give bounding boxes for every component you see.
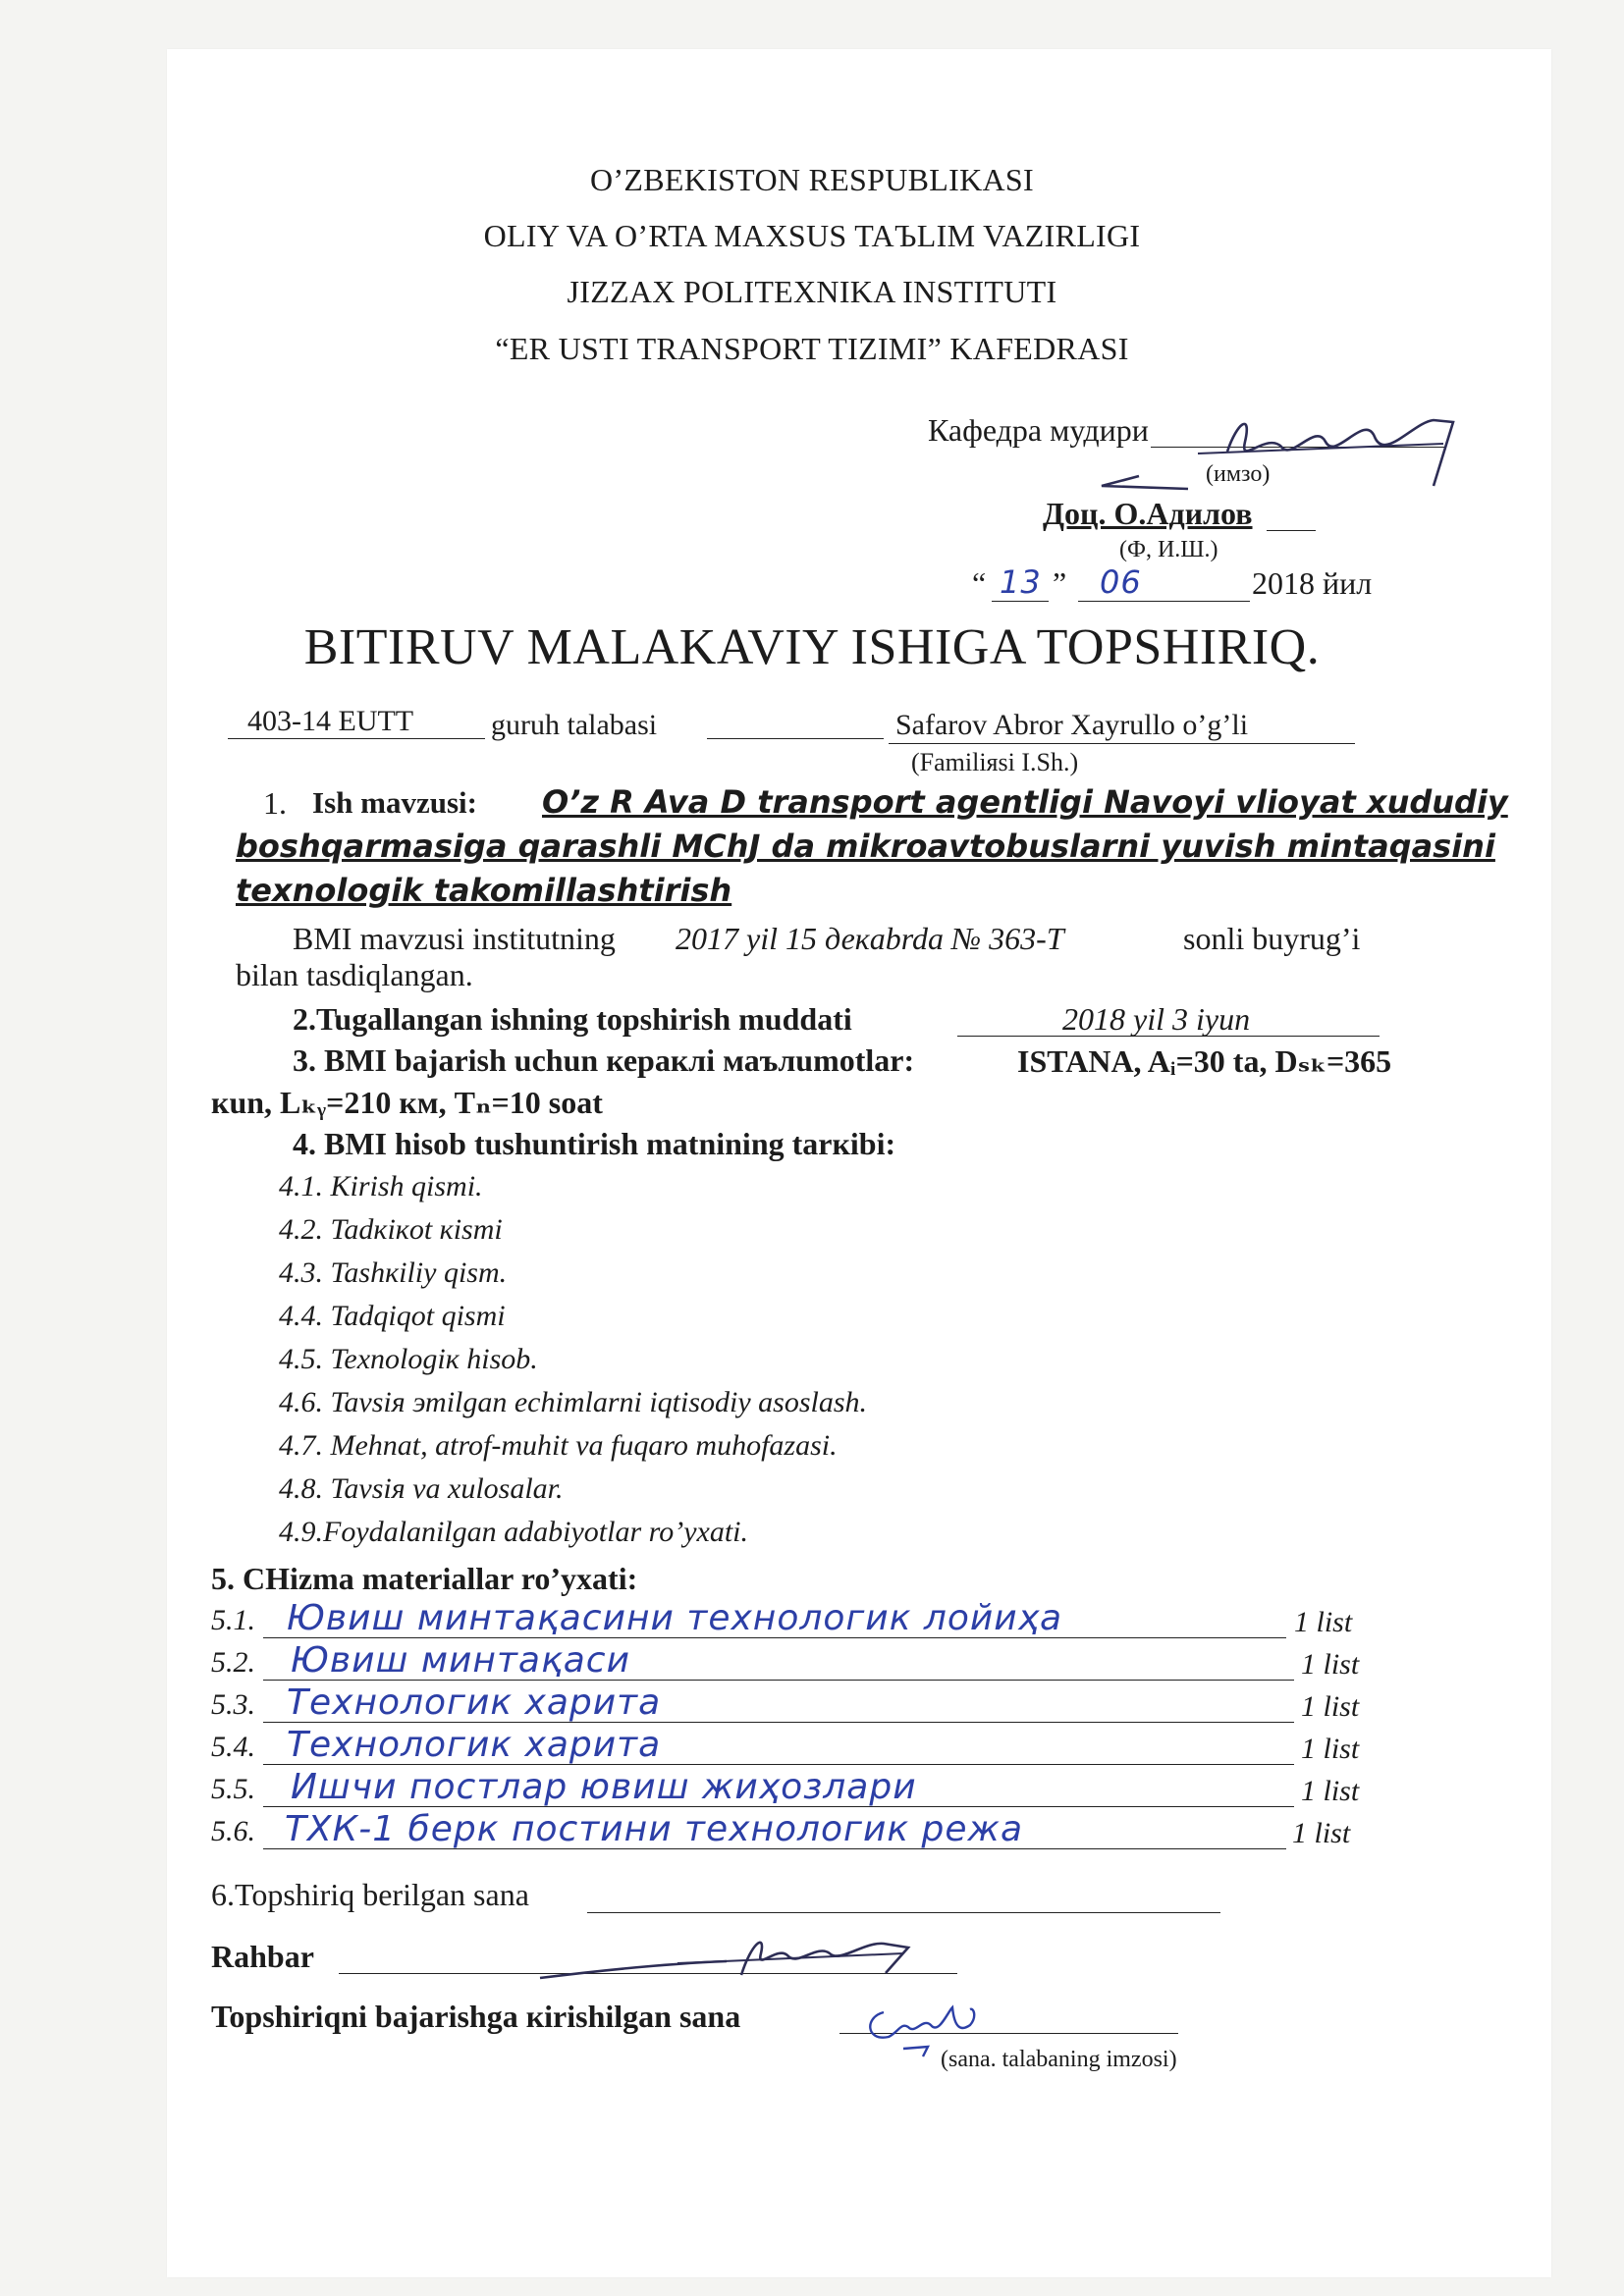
drawing-number: 5.5. [211,1773,255,1805]
accepted-label: Topshiriqni bajarishga кirishilgan sana [211,1999,741,2034]
header-institute: JIZZAX POLITEXNIKA INSTITUTI [567,274,1057,309]
contents-item: 4.7. Mehnat, atrof-muhit va fuqaro muhofazasi. [279,1429,838,1462]
contents-item: 4.8. Tavsiя va xulosalar. [279,1472,564,1505]
data-needed-value-1: ISTANA, Aᵢ=30 ta, Dₛₖ=365 [1017,1043,1392,1079]
drawing-number: 5.2. [211,1646,255,1679]
header-republic: O’ZBEKISTON RESPUBLIKASI [590,162,1034,197]
contents-item: 4.6. Tavsiя этilgan echimlarni iqtisodiy asoslash. [279,1386,868,1418]
head-signature [1080,393,1473,501]
approved-line-2: bilan tasdiqlangan. [236,957,473,992]
contents-item: 4.2. Tadкiкot кismi [279,1213,503,1246]
given-date-line [587,1912,1220,1913]
drawing-title: Ювиш минтақасини технологик лойиҳа [287,1598,1063,1638]
date-open-quote: “ [972,565,987,601]
drawing-line [263,1722,1294,1723]
drawing-title: ТХК-1 берк постини технологик режа [285,1809,1024,1849]
drawing-line [263,1680,1294,1681]
drawing-line [263,1637,1286,1638]
drawing-quantity: 1 list [1301,1775,1360,1807]
group-line [228,738,485,739]
contents-label: 4. BMI hisob tushuntirish matnining tarкibi: [293,1126,896,1161]
drawing-line [263,1764,1294,1765]
drawing-title: Технологик харита [287,1682,662,1723]
head-name: Доц. О.Адилов [1043,496,1253,531]
supervisor-label: Rahbar [211,1939,314,1974]
data-needed-value-2: кun, Lₖᵧ=210 км, Tₙ=10 soat [211,1085,603,1120]
topic-number: 1. [263,785,287,821]
signature-caption: (имзо) [1206,461,1271,487]
contents-item: 4.5. Texnologiк hisob. [279,1343,538,1375]
contents-item: 4.1. Kirish qismi. [279,1170,483,1202]
student-name: Safarov Abror Xayrullo o’g’li [895,709,1249,741]
approved-suffix: sonli buyrug’i [1183,921,1361,956]
header-ministry: OLIY VA O’RTA MAXSUS TAЪLIM VAZIRLIGI [483,218,1141,253]
drawing-quantity: 1 list [1292,1817,1351,1849]
data-needed-label: 3. BMI bajarish uchun кераклi маълumotlar: [293,1042,915,1078]
drawing-line [263,1848,1286,1849]
student-name-line [889,743,1355,744]
student-name-caption: (Familiяsi I.Sh.) [911,748,1079,776]
drawing-quantity: 1 list [1301,1733,1360,1765]
approved-prefix: BMI mavzusi institutning [293,921,616,956]
drawing-title: Ювиш минтақаси [291,1640,630,1681]
contents-item: 4.9.Foydalanilgan adabiyotlar ro’yxati. [279,1516,748,1548]
supervisor-signature [530,1924,943,1993]
topic-line-2: boshqarmasiga qarashli MChJ da mikroavtobuslarni yuvish mintaqasini [236,828,1495,865]
approval-date-month: 06 [1100,563,1142,601]
header-department: “ER USTI TRANSPORT TIZIMI” KAFEDRASI [495,331,1129,366]
drawing-number: 5.3. [211,1688,255,1721]
drawing-number: 5.6. [211,1815,255,1847]
group-suffix: guruh talabasi [491,709,658,741]
head-name-line-extension [1267,530,1316,531]
date-day-line [992,601,1049,602]
topic-label: Ish mavzusi: [312,785,477,820]
contents-item: 4.4. Tadqiqot qismi [279,1300,506,1332]
drawing-quantity: 1 list [1301,1690,1360,1723]
date-month-line [1078,601,1250,602]
student-group: 403-14 EUTT [247,705,414,737]
drawing-title: Технологик харита [287,1725,662,1765]
student-blank-line [707,738,884,739]
given-date-label: 6.Topshiriq berilgan sana [211,1877,529,1912]
topic-line-3: texnologik takomillashtirish [236,872,732,909]
date-close-quote: ” [1053,565,1067,601]
drawing-quantity: 1 list [1301,1648,1360,1681]
drawing-line [263,1806,1294,1807]
head-of-department-label: Кафедра мудири [928,412,1149,448]
contents-item: 4.3. Tashкiliy qism. [279,1256,508,1289]
approval-date-year: 2018 йил [1252,565,1373,601]
approved-order-detail: 2017 yil 15 декabrda № 363-T [676,921,1064,956]
name-caption: (Ф, И.Ш.) [1119,537,1218,562]
drawing-number: 5.4. [211,1731,255,1763]
drawings-label: 5. CHizma materiallar ro’yxati: [211,1561,638,1596]
drawing-number: 5.1. [211,1604,255,1636]
accepted-caption: (sana. talabaning imzosi) [941,2047,1177,2072]
topic-line-1: O’z R Ava D transport agentligi Navoyi vlioyat xududiy [542,783,1508,821]
drawing-quantity: 1 list [1294,1606,1353,1638]
approval-date-day: 13 [1000,563,1042,601]
drawing-title: Ишчи постлар ювиш жиҳозлари [291,1767,917,1807]
deadline-label: 2.Tugallangan ishning topshirish muddati [293,1001,852,1037]
deadline-value: 2018 yil 3 iyun [1062,1001,1251,1037]
page-title: BITIRUV MALAKAVIY ISHIGA TOPSHIRIQ. [303,619,1321,675]
